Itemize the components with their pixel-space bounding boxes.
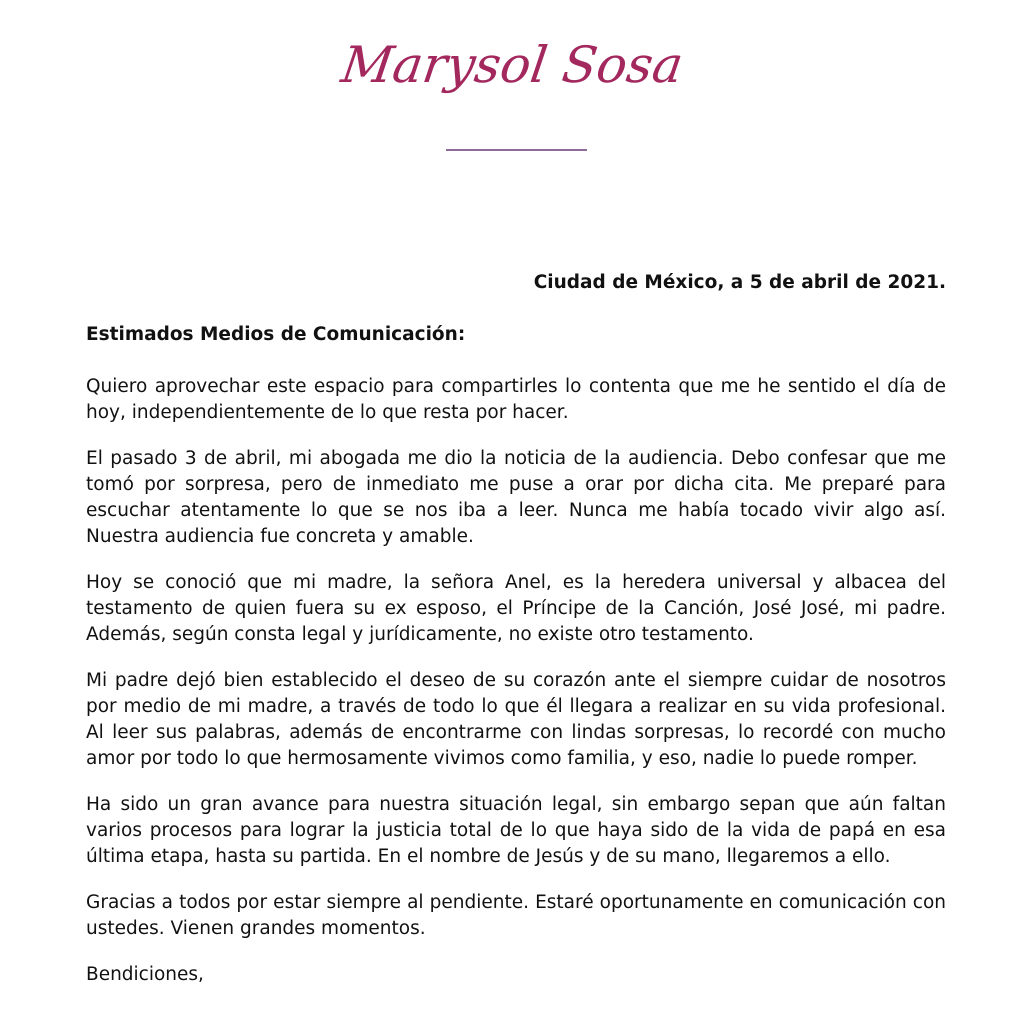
letterhead-divider	[446, 149, 587, 151]
signature-logo: Marysol Sosa	[337, 36, 687, 94]
greeting: Estimados Medios de Comunicación:	[86, 324, 466, 345]
paragraph-5: Ha sido un gran avance para nuestra situación legal, sin embargo sepan que aún faltan varios procesos para lograr la justicia total de lo que haya sido de la vida de papá en esa última etapa, hasta su partida. En el nombre de Jesús y de su mano, llegaremos a ello.	[86, 794, 946, 867]
date-line: Ciudad de México, a 5 de abril de 2021.	[533, 272, 946, 293]
closing: Bendiciones,	[86, 964, 204, 985]
paragraph-3: Hoy se conoció que mi madre, la señora Anel, es la heredera universal y albacea del testamento de quien fuera su ex esposo, el Príncipe de la Canción, José José, mi padre. Además, según consta legal y jurídicamente, no existe otro testamento.	[86, 572, 946, 645]
letterhead	[0, 30, 1024, 100]
paragraph-1: Quiero aprovechar este espacio para compartirles lo contenta que me he sentido el día de hoy, independientemente de lo que resta por hacer.	[86, 376, 946, 423]
paragraph-4: Mi padre dejó bien establecido el deseo de su corazón ante el siempre cuidar de nosotros por medio de mi madre, a través de todo lo que él llegara a realizar en su vida profesional. Al leer sus palabras, además de encontrarme con lindas sorpresas, lo recordé con mucho amor por todo lo que hermosamente vivimos como familia, y eso, nadie lo puede romper.	[86, 670, 946, 769]
paragraph-2: El pasado 3 de abril, mi abogada me dio la noticia de la audiencia. Debo confesar que me tomó por sorpresa, pero de inmediato me puse a orar por dicha cita. Me preparé para escuchar atentamente lo que se nos iba a leer. Nunca me había tocado vivir algo así. Nuestra audiencia fue concreta y amable.	[86, 448, 946, 547]
paragraph-6: Gracias a todos por estar siempre al pendiente. Estaré oportunamente en comunicación con ustedes. Vienen grandes momentos.	[86, 892, 946, 939]
letter-body	[86, 270, 946, 988]
